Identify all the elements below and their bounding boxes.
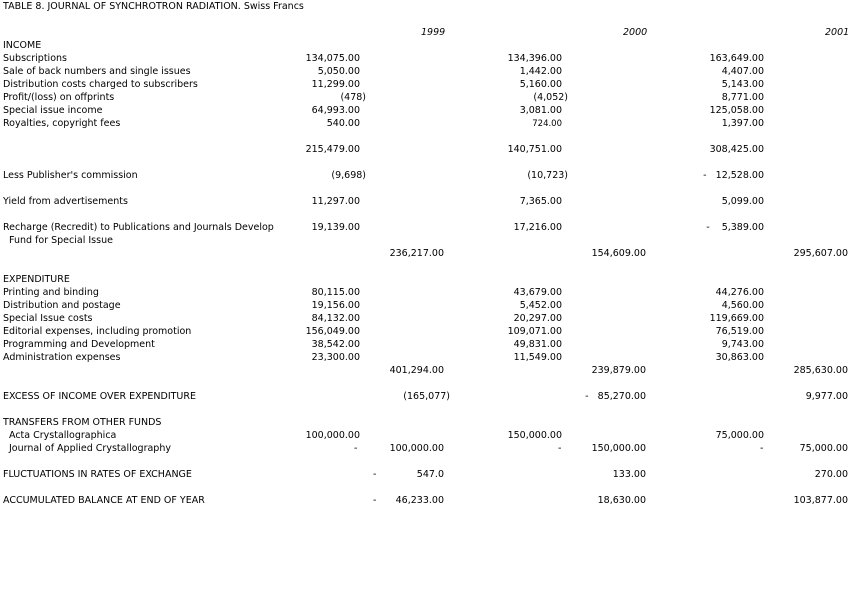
- income-subtotal-2001: 308,425.00: [709, 144, 764, 155]
- row-label: Royalties, copyright fees: [3, 118, 121, 129]
- row-label: Distribution costs charged to subscribers: [3, 79, 198, 90]
- expenditure-total-2001: 285,630.00: [793, 365, 848, 376]
- excess-2001: 9,977.00: [805, 391, 848, 402]
- cell-2000: 43,679.00: [513, 287, 562, 298]
- advertisements-2001: 5,099.00: [721, 196, 764, 207]
- fluctuations-dash: -: [373, 469, 377, 480]
- cell-1999: 134,075.00: [305, 53, 360, 64]
- cell-1999: 80,115.00: [311, 287, 360, 298]
- cell-1999: 156,049.00: [305, 326, 360, 337]
- cell-2000: 5,452.00: [519, 300, 562, 311]
- commission-label: Less Publisher's commission: [3, 170, 138, 181]
- balance-1999: 46,233.00: [395, 495, 444, 506]
- cell-2000: 5,160.00: [519, 79, 562, 90]
- cell-1999: 540.00: [326, 118, 360, 129]
- income-total-1999: 236,217.00: [389, 248, 444, 259]
- cell-1999: 19,156.00: [311, 300, 360, 311]
- cell-2001: 76,519.00: [715, 326, 764, 337]
- year-2000: 2000: [623, 27, 648, 38]
- row-label: Programming and Development: [3, 339, 155, 350]
- row-label: Sale of back numbers and single issues: [3, 66, 191, 77]
- expenditure-total-1999: 401,294.00: [389, 365, 444, 376]
- jac-dash-2000: -: [558, 443, 562, 454]
- balance-2000: 18,630.00: [597, 495, 646, 506]
- fluctuations-2000: 133.00: [612, 469, 646, 480]
- jac-label: Journal of Applied Crystallography: [9, 443, 171, 454]
- excess-label: EXCESS OF INCOME OVER EXPENDITURE: [3, 391, 196, 402]
- transfers-total-2000: 150,000.00: [591, 443, 646, 454]
- cell-2001: 163,649.00: [709, 53, 764, 64]
- cell-1999: 11,299.00: [311, 79, 360, 90]
- cell-2000: (4,052): [533, 92, 568, 103]
- recharge-2000: 17,216.00: [513, 222, 562, 233]
- expenditure-total-2000: 239,879.00: [591, 365, 646, 376]
- acta-2000: 150,000.00: [507, 430, 562, 441]
- cell-2000: 1,442.00: [519, 66, 562, 77]
- fluctuations-label: FLUCTUATIONS IN RATES OF EXCHANGE: [3, 469, 192, 480]
- cell-1999: (478): [340, 92, 366, 103]
- row-label: Profit/(loss) on offprints: [3, 92, 115, 103]
- recharge-2001: - 5,389.00: [706, 222, 764, 233]
- fluctuations-2001: 270.00: [814, 469, 848, 480]
- cell-1999: 23,300.00: [311, 352, 360, 363]
- excess-2000: - 85,270.00: [585, 391, 646, 402]
- cell-2001: 5,143.00: [721, 79, 764, 90]
- income-total-2001: 295,607.00: [793, 248, 848, 259]
- cell-1999: 84,132.00: [311, 313, 360, 324]
- table-title: TABLE 8. JOURNAL OF SYNCHROTRON RADIATION. Swiss Francs: [3, 1, 304, 12]
- cell-2001: 125,058.00: [709, 105, 764, 116]
- recharge-label-2: Fund for Special Issue: [9, 235, 113, 246]
- income-heading: INCOME: [3, 40, 42, 51]
- cell-2000: 724.00: [532, 119, 562, 129]
- expenditure-heading: EXPENDITURE: [3, 274, 70, 285]
- row-label: Administration expenses: [3, 352, 121, 363]
- recharge-label: Recharge (Recredit) to Publications and Journals Develop: [3, 222, 274, 233]
- acta-label: Acta Crystallographica: [9, 430, 117, 441]
- cell-1999: 5,050.00: [317, 66, 360, 77]
- row-label: Printing and binding: [3, 287, 99, 298]
- advertisements-2000: 7,365.00: [519, 196, 562, 207]
- cell-2000: 49,831.00: [513, 339, 562, 350]
- cell-2000: 11,549.00: [513, 352, 562, 363]
- commission-2000: (10,723): [527, 170, 568, 181]
- row-label: Special issue income: [3, 105, 103, 116]
- recharge-1999: 19,139.00: [311, 222, 360, 233]
- jac-dash-1999: -: [354, 443, 358, 454]
- cell-2000: 134,396.00: [507, 53, 562, 64]
- cell-2001: 8,771.00: [721, 92, 764, 103]
- year-2001: 2001: [825, 27, 850, 38]
- cell-2000: 20,297.00: [513, 313, 562, 324]
- row-label: Editorial expenses, including promotion: [3, 326, 192, 337]
- commission-2001: - 12,528.00: [703, 170, 764, 181]
- excess-1999: (165,077): [403, 391, 450, 402]
- row-label: Subscriptions: [3, 53, 67, 64]
- cell-2001: 30,863.00: [715, 352, 764, 363]
- row-label: Special Issue costs: [3, 313, 93, 324]
- fluctuations-1999: 547.0: [416, 469, 444, 480]
- advertisements-1999: 11,297.00: [311, 196, 360, 207]
- advertisements-label: Yield from advertisements: [3, 196, 128, 207]
- acta-1999: 100,000.00: [305, 430, 360, 441]
- balance-dash: -: [373, 495, 377, 506]
- year-1999: 1999: [421, 27, 446, 38]
- cell-2001: 44,276.00: [715, 287, 764, 298]
- acta-2001: 75,000.00: [715, 430, 764, 441]
- cell-1999: 64,993.00: [311, 105, 360, 116]
- row-label: Distribution and postage: [3, 300, 121, 311]
- cell-2000: 3,081.00: [519, 105, 562, 116]
- income-subtotal-2000: 140,751.00: [507, 144, 562, 155]
- cell-1999: 38,542.00: [311, 339, 360, 350]
- cell-2001: 4,560.00: [721, 300, 764, 311]
- commission-1999: (9,698): [331, 170, 366, 181]
- balance-2001: 103,877.00: [793, 495, 848, 506]
- transfers-total-1999: 100,000.00: [389, 443, 444, 454]
- balance-label: ACCUMULATED BALANCE AT END OF YEAR: [3, 495, 205, 506]
- cell-2001: 1,397.00: [721, 118, 764, 129]
- jac-dash-2001: -: [760, 443, 764, 454]
- transfers-heading: TRANSFERS FROM OTHER FUNDS: [3, 417, 162, 428]
- cell-2001: 4,407.00: [721, 66, 764, 77]
- cell-2001: 119,669.00: [709, 313, 764, 324]
- income-subtotal-1999: 215,479.00: [305, 144, 360, 155]
- cell-2001: 9,743.00: [721, 339, 764, 350]
- cell-2000: 109,071.00: [507, 326, 562, 337]
- income-total-2000: 154,609.00: [591, 248, 646, 259]
- transfers-total-2001: 75,000.00: [799, 443, 848, 454]
